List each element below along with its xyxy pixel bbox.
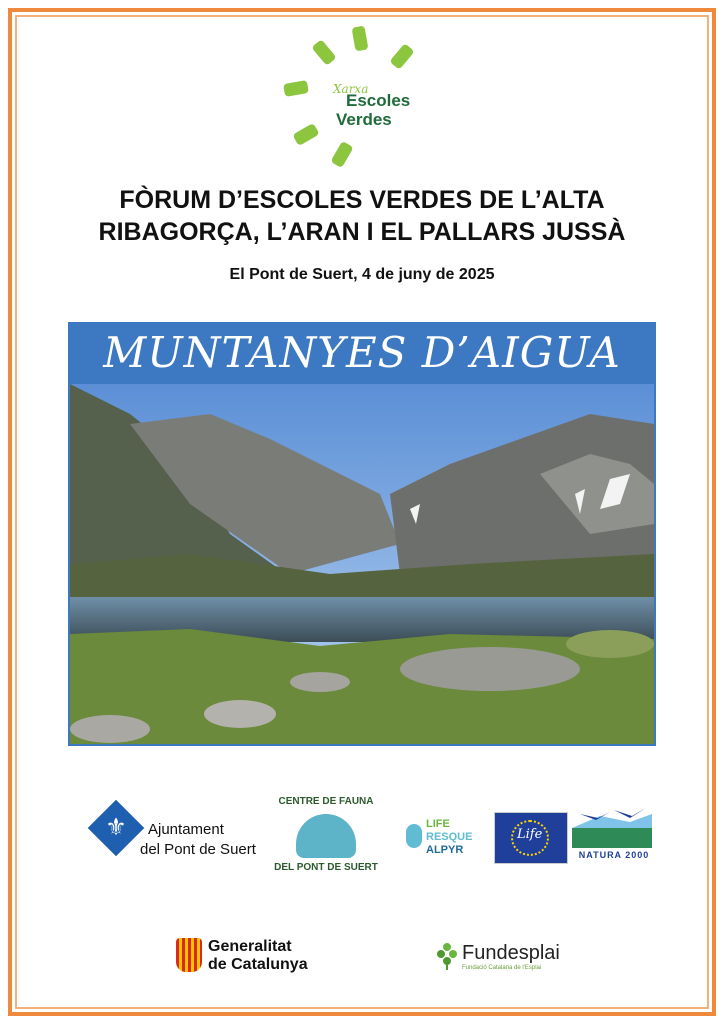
theme-banner: MUNTANYES D’AIGUA — [68, 322, 656, 382]
leaf-icon — [389, 43, 414, 70]
life-line-3: ALPYR — [426, 844, 464, 856]
ajuntament-line-2: del Pont de Suert — [140, 841, 256, 858]
centre-fauna-bottom-text: DEL PONT DE SUERT — [274, 862, 378, 873]
leaf-icon — [352, 26, 369, 52]
fundesplai-subtext: Fundació Catalana de l'Esplai — [462, 965, 542, 971]
senyera-shield-icon — [176, 938, 202, 972]
fundesplai-tree-icon — [436, 942, 458, 970]
natura-birds-icon — [570, 806, 654, 850]
fundesplai-logo-text: Fundesplai — [462, 942, 560, 964]
escoles-verdes-logo — [278, 28, 440, 178]
leaf-icon — [283, 80, 309, 97]
ajuntament-logo-text — [140, 820, 256, 860]
water-drop-icon — [406, 824, 422, 848]
seal-icon — [296, 814, 356, 858]
eu-life-logo — [494, 812, 568, 864]
life-line-2: RESQUE — [426, 831, 473, 843]
generalitat-line-2: de Catalunya — [208, 956, 308, 973]
fleur-de-lis-icon: ⚜ — [105, 814, 127, 841]
page-title — [40, 184, 684, 248]
centre-de-fauna-logo — [274, 796, 378, 880]
logo-text-verdes: Verdes — [336, 110, 392, 129]
leaf-icon — [311, 39, 336, 66]
generalitat-line-1: Generalitat — [208, 938, 292, 955]
logo-text-escoles: Escoles — [346, 91, 411, 110]
title-line-2: RIBAGORÇA, L’ARAN I EL PALLARS JUSSÀ — [98, 218, 626, 246]
logo-text-xarxa: Xarxa — [333, 82, 369, 96]
event-date-location: El Pont de Suert, 4 de juny de 2025 — [229, 266, 495, 283]
title-line-1: FÒRUM D’ESCOLES VERDES DE L’ALTA — [119, 186, 605, 214]
leaf-icon — [330, 141, 353, 168]
eu-life-text: Life — [517, 827, 543, 842]
natura-2000-logo — [570, 806, 654, 864]
generalitat-logo-text — [208, 938, 308, 974]
life-resque-alpyr-logo — [406, 818, 492, 860]
life-line-1: LIFE — [426, 818, 450, 830]
centre-fauna-top-text: CENTRE DE FAUNA — [278, 796, 374, 807]
mountain-lake-photo — [68, 382, 656, 746]
ajuntament-line-1: Ajuntament — [148, 821, 224, 838]
leaf-icon — [292, 123, 319, 146]
natura-text: NATURA 2000 — [578, 850, 650, 860]
